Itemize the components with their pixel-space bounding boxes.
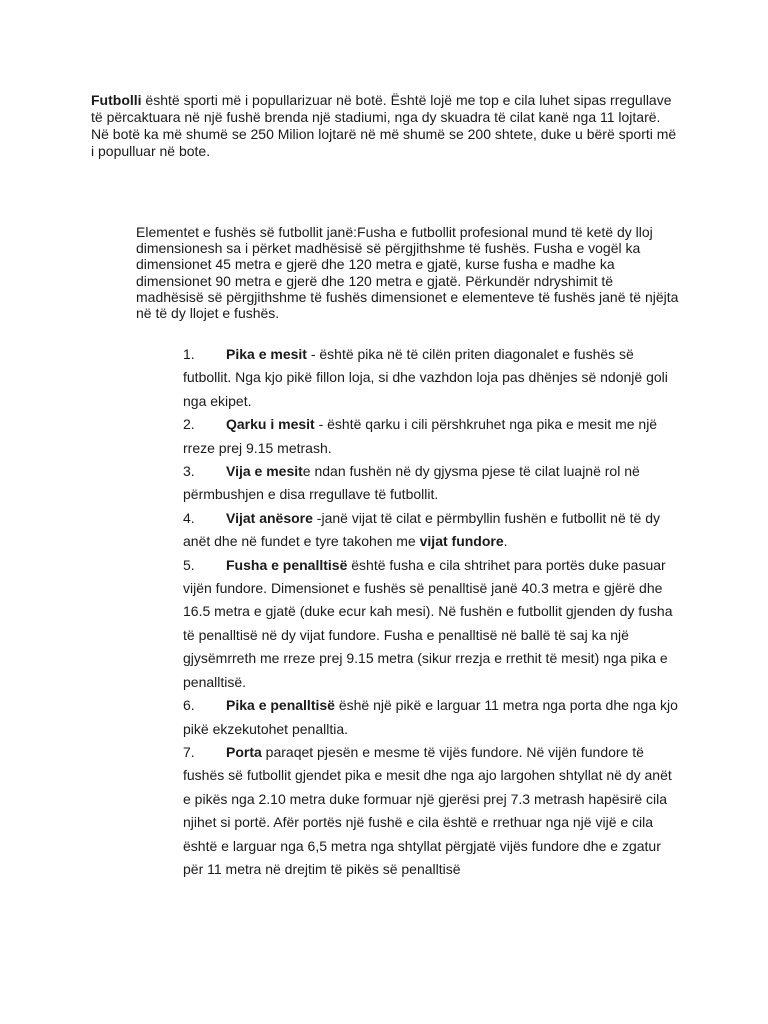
list-item-text: ëshë një pikë e larguar 11 metra nga porta dhe nga kjo pikë ekzekutohet penalltia. <box>183 697 678 737</box>
list-item-term: Porta <box>226 743 262 760</box>
list-item-text: - është pika në të cilën priten diagonalet e fushës së futbollit. Nga kjo pikë fillon loja, si dhe vazhdon loja pas dhënjes së ndonjë goli nga ekipet. <box>183 346 668 409</box>
list-item-number: 5. <box>183 556 195 573</box>
list-item-term: Pika e penalltisë <box>226 697 335 714</box>
elements-paragraph: Elementet e fushës së futbollit janë:Fusha e futbollit profesional mund të ketë dy lloj dimensionesh sa i përket madhësisë së përgjithshme të fushës. Fusha e vogël ka dimensionet 45 metra e gjerë dhe 120 metra e gjatë, kurse fusha e madhe ka dimensionet 90 metra e gjerë dhe 120 metra e gjatë. Përkundër ndryshimit të madhësisë së përgjithshme të fushës dimensionet e elementeve të fushës janë të njëjta në të dy llojet e fushës. <box>136 224 679 322</box>
list-item <box>183 343 683 413</box>
list-item-number: 4. <box>183 509 195 526</box>
list-item-number: 2. <box>183 416 195 433</box>
list-item-term: Vija e mesit <box>226 463 303 480</box>
list-item <box>183 507 683 554</box>
list-item <box>183 694 683 741</box>
list-item-number: 1. <box>183 346 195 362</box>
list-item <box>183 741 683 881</box>
list-item-number: 3. <box>183 463 195 480</box>
intro-text: është sporti më i popullarizuar në botë. Është lojë me top e cila luhet sipas rregullave të përcaktuara në një fushë brenda një stadiumi, nga dy skuadra të cilat kanë nga 11 lojtarë. Në botë ka më shumë se 250 Milion lojtarë në më shumë se 200 shtete, duke u bërë sporti më i populluar në bote. <box>91 92 677 159</box>
intro-bold-term: Futbolli <box>91 92 142 108</box>
list-item-term: Vijat anësore <box>226 509 313 526</box>
list-item <box>183 554 683 694</box>
list-item-text-end: . <box>503 533 508 550</box>
list-item-number: 6. <box>183 697 195 714</box>
list-item-text: e ndan fushën në dy gjysma pjese të cilat luajnë rol në përmbushjen e disa rregullave të futbollit. <box>183 463 640 503</box>
list-item-text: -janë vijat të cilat e përmbyllin fushën e futbollit në të dy anët dhe në fundet e tyre takohen me <box>183 509 660 550</box>
list-item-number: 7. <box>183 743 195 760</box>
list-item-term: Qarku i mesit <box>226 416 315 433</box>
list-item-text: është fusha e cila shtrihet para portës duke pasuar vijën fundore. Dimensionet e fushës së penalltisë janë 40.3 metra e gjërë dhe 16.5 metra e gjatë (duke ecur kah mesi). Në fushën e futbollit gjenden dy fusha të penalltisë në dy vijat fundore. Fusha e penalltisë në ballë të saj ka një gjysëmrreth me rreze prej 9.15 metra (sikur rrezja e rrethit të mesit) nga pika e penalltisë. <box>183 556 673 690</box>
list-item <box>183 460 683 507</box>
field-elements-list <box>183 343 683 881</box>
list-item <box>183 413 683 460</box>
list-item-term: Pika e mesit <box>226 346 307 362</box>
list-item-text: - është qarku i cili përshkruhet nga pika e mesit me një rreze prej 9.15 metrash. <box>183 416 658 456</box>
list-item-term: Fusha e penalltisë <box>226 556 348 573</box>
intro-paragraph <box>91 92 681 160</box>
list-item-text: paraqet pjesën e mesme të vijës fundore. Në vijën fundore të fushës së futbollit gjendet pika e mesit dhe nga ajo largohen shtyllat në dy anët e pikës nga 2.10 metra duke formuar një gjerësi prej 7.3 metrash hapësirë cila njihet si portë. Afër portës një fushë e cila është e rrethuar nga një vijë e cila është e larguar nga 6,5 metra nga shtyllat përgjatë vijës fundore dhe e zgatur për 11 metra në drejtim të pikës së penalltisë <box>183 743 672 877</box>
list-item-term-secondary: vijat fundore <box>419 533 504 550</box>
